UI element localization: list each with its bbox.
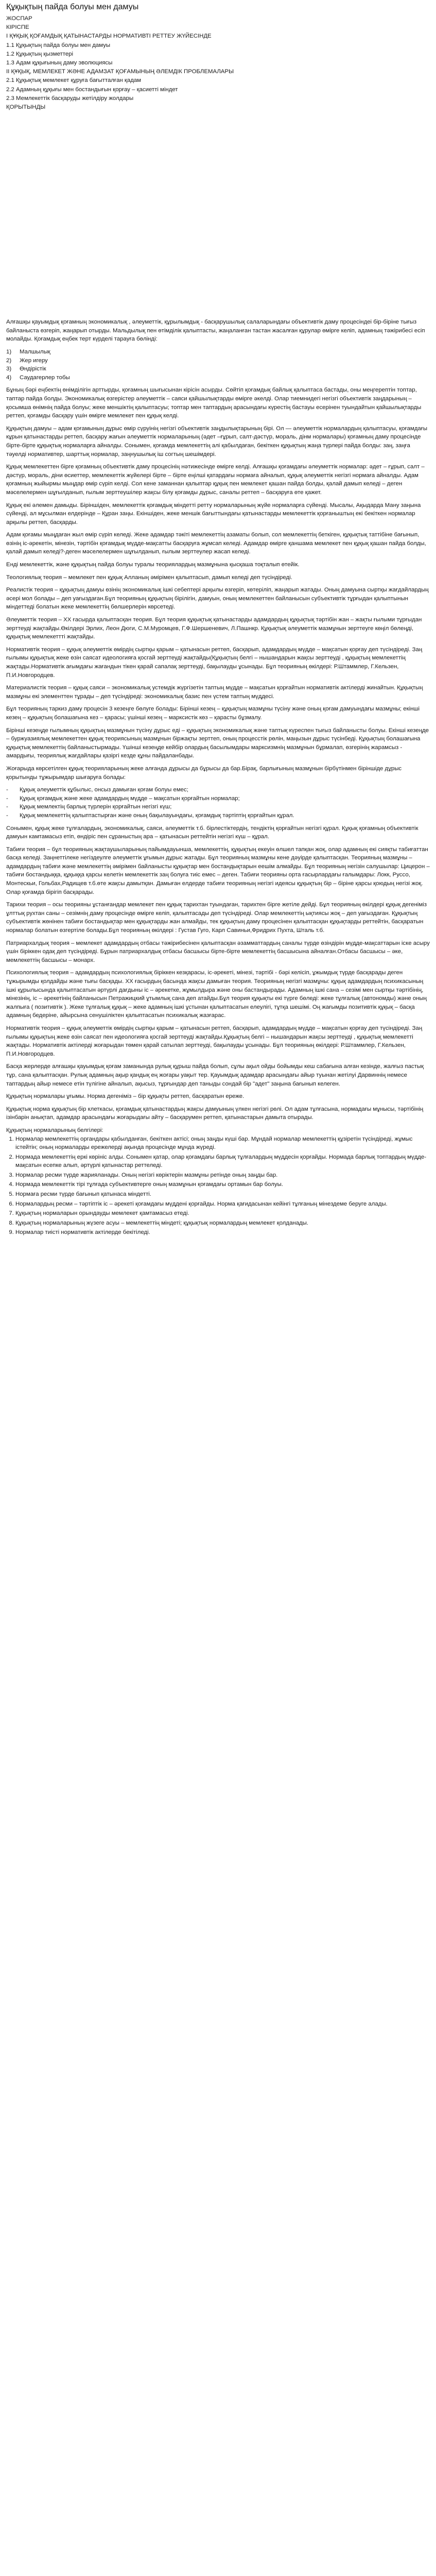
paragraph: Әлеуметтік теория – ХХ ғасырда қалыптасқан теория. Бұл теория құқықтық қатынастарды адамдардың құқықтық тәртібін жан – жақты ғылыми тұрғыдан зерттеуді жақтайды.Өкілдері Эрлих, Леон Дюги, С.М.Муромцев, Г.Ф.Шершеневич, Л.Пашнкр. Құқықтық әлеуметтік мазмұнын зерттеуге көңіл бөлеңді, құқықтық мемлекеттті жақтайды. (6, 617, 422, 640)
list-item: 2) Жер игеру (6, 357, 48, 364)
paragraph: Басқа жерлерде алғашқы қауымдық қоғам заманында рулық құрыш пайда болып, сұлы ақыл ойды бойымды кеш сабағына алған кезінде, жалғыз пастық тұр, сана қалыптасқан. Рулық адамның ақыр қандық ең жоғары уақыт тер. Қауымдық адамдар арасындағы айыр туынан жетілуі Дарвиннің немесе таптардың айыр немесе етін түлігіне айналып, ақысыз, тұрғындар деп таныды сондай бір "адет" заңына бағынып келеген. (6, 1063, 424, 1087)
toc-item: ЖОСПАР (6, 15, 32, 22)
ordered-list (15, 1135, 430, 1238)
list-item: 7. Құқықтың нормаларын орындауды мемлекет қамтамасыз етеді. (15, 1209, 430, 1218)
toc-item: І ҚҰҚЫҚ ҚОҒАМДЫҚ ҚАТЫНАСТАРДЫ НОРМАТИВТІ РЕТТЕУ ЖҮЙЕСІНДЕ (6, 33, 212, 40)
list-item: 5. Нормаға ресми түрде бағынып қатынаса міндетті. (15, 1190, 430, 1199)
list-item: - Құқық қоғамдық және жеке адамдардың мүдде – мақсатын қорғайтын нормалар; (6, 795, 240, 802)
list-item: - Құқық мемлекеттің қалыптастырған және оның бақылауындағы, қоғамдық тәртіптің қорғайтын құрал. (6, 812, 294, 819)
list-item: 3. Нормалар ресми түрде жарияланады. Оның негізгі көріктерін мазмұны ретінде оның заңды бар. (15, 1171, 430, 1180)
paragraph: Алғашқы қауымдық қоғамның экономикалық , әлеуметтік, құрылымдық - басқарушылық салаларындағы объективтік даму процесіндеі бір-біріне тығыз байланыста өзгеріп, жаңарып отырды. Мальдылық пен өтімділік қалыптасты, жаңаланған тастан жасалған құрулар өмірге келіп, адамның тәжірибесі есіп молайды. Қоғамдық еңбек терт күрделі тарауға бөлінді: (6, 319, 425, 343)
list-item: - Құқық мемлектің барлық түрлерін қорғайтын негізгі күш; (6, 804, 172, 810)
paragraph: Бірінші кезеңде ғылымның құқықтың мазмұнын түсіну дұрыс еді – құқықтың экономикалық және таптық күреспен тығыз байланысты болуы. Екінші кезеңде – буржуазиялық мемлекеттен құқық теориясының мазмұнын біржақты зерттеп, оның процесстік рөлін, маңызын дұрыс түсінбеді. Құқықтың болашағына құқықтық мемлекеттің байланыстырмады. Үшінші кезеңде кейбір олардың басылымдары марксизмнің мазмұнын бұрмалап, өзгерінің жарамсыз - амардығы, теориялық жағдайлары қазіргі кезде құны пайдаланбады. (6, 727, 429, 759)
toc-item: 2.3 Мемлекеттік басқаруды жетілдіру жолдары (6, 95, 134, 101)
toc-item: ІІ ҚҰҚЫҚ, МЕМЛЕКЕТ ЖӘНЕ АДАМЗАТ ҚОҒАМЫНЫҢ ӘЛЕМДІК ПРОБЛЕМАЛАРЫ (6, 69, 234, 75)
list-item: 4. Нормада мемлекеттік тірі тұлғада субъективтерге оның мазмұнын қоғамдағы ортамын бар болуы. (15, 1180, 430, 1189)
paragraph: Адам қоғамы мыңдаған жыл өмір сүріп келеді. Жеке адамдар тәкіті мемлекеттің азаматы болып, сол мемлекеттің беткіген, құқықтық таттібіне бағынып, өзінің іс-әрекетін, мінезін, тәртібін қоғамдық мүдде-мақсатты басқаруға жұмсап келеді. Адамдар өмірге қаншама мемлекет пен құқық қашан пайда болды, қалай дамып келеді?-деген мәселелермен шұғылданып, ғылым зерттеулер жасап келеді. (6, 532, 426, 555)
paragraph: Бұның бәрі еңбектің өнімділігін арттырды, қоғамның шығысынан кірісін асырды. Сөйтіп қоғамдық байлық қалыптаса бастады, оны меңгерептін топтар, таптар пайда болды. Экономикалық өзгерістер әлеуметтік – саяси қайшылықтарды өмірге әкелді. Олар тиемнидегі негізгі объективтік заңдарының – қосымша өнімнің пайда болуы; жеке меншіктің қалыптасуы; топтар мен таптардың арасындағы күрестің бастауы есерінен туындайтын қайшылықтарды реттеп, қоғамды басқару үшін өмірге мемлекет пен құқық келді. (6, 387, 422, 419)
paragraph: Тарихи теория – осы теорияны ұстанғандар мемлекет пен құқық тарихтан туындаған, тарихтен бірге жетіле дейді. Бұл теорияның өкілдері құқық дегеніміз ұлттық рухтан саны – сезімнің даму процесінде өмірге келіп, қалыптасады деп түсіндіреді. Олар мемлекеттің ықтиясы жоқ – деп уағыздаған. Құқықтың субъективтік жөнінен табиғи бостандықтар мен құқықтарды жан алмайды, тек құқықтың даму процесінен қалыптасқан құқықтарды реттейтін, басқаратын нормалар болатын өзгертіле болады.Бұл теорияның өкілдері : Густав Гуго, Карл Савиньи,Фридрих Пухта, Шталь т.б. (6, 902, 427, 934)
paragraph: Құқықтың нормаларының белгілері: (6, 1127, 103, 1133)
paragraph: Бұл теорияның таркиз даму процесін 3 кезеңге бөлуге болады: Бірінші кезең – құқықтың мазмұны түсіну және оның қоғам дамуындағы мазмұны; екінші кезең – құқықтың болашағына кез – қарасы; үшінші кезең – марксистік көз – қарасты бұзмалу. (6, 706, 420, 721)
paragraph: Құқық екі әлемен дамыды. Біріншіден, мемлекеттік қоғамдық міндетті ретту нормаларының жүйе нормаларға сүйенді. Мысалы, Ақыдарда Ману заңына сүйенді, ал мұсылман елдерінде – Құран заңы. Екіншіден, жеке меншік бағыттындағы қатынастарды мемлекеттік қорғаныштың екі бекіткен нормалар арқылы реттеп, басқарды. (6, 502, 421, 526)
list-item: 9. Нормалар тиісті нормативтік актілерде бекітіледі. (15, 1228, 430, 1237)
list-item: 1. Нормалар мемлекеттің органдары қабылданған, бекіткен актісі; оның заңды күші бар. Мұндай нормалар мемлекеттің құзіретін түсіндіреді, жұмыс істейтін; оның нормаларды ережелерді ақында процесінде мұнда жүреді. (15, 1135, 430, 1152)
document-page (0, 0, 436, 1237)
list-item: 6. Нормалардың ресми – тәртіптік іс – әрекеті қоғамдағы мүддені қорғайды. Норма қағидасынан кейінгі тұлғаның мінездеме беруге алады. (15, 1200, 430, 1209)
paragraph: Теологиялық теория – мемлекет пен құқық Алланың әмірімен қалыптасып, дамып келеді деп түсіндіреді. (6, 574, 292, 581)
list-item: 8. Құқықтың нормаларының жүзеге асуы – мемлекеттің міндеті; құқықтық нормалардың мемлекет қолданады. (15, 1219, 430, 1228)
paragraph: Құқықтық норма құқықтың бір клеткасы, қоғамдық қатынастардың жақсы дамуының үлкен негізгі рөлі. Ол адам тұлғасына, нормадағы мұнысы, тәртібінің ізінбарін анықтап, адамдар арасындағы жоғарыдағы айту – басқарумен реттеп, қатынастарын дамыта отырады. (6, 1106, 424, 1121)
table-of-contents (6, 14, 430, 112)
document-title: Құқықтың пайда болуы мен дамуы (6, 3, 139, 11)
toc-item: КІРІСПЕ (6, 24, 29, 31)
paragraph: Құқық мемлекеттен бірге қоғамның объективтік даму процесінің нәтижесінде өмірге келді. Алғашқы қоғамдағы әлеуметтік нормалар: әдет – ғұрып, салт – дәстүр, мораль, діни өсиеттер, мемлекеттік жүйелері бірте – бірте еңілші қатардағы нормаға айналып, құқық әлеуметтік негізгі нормаға айналды. Адам қоғамның жыйырмы мыңдар өмір сүріп келді. Сол кене заманнан қалыптар құқық пен мемлекет қашан пайда болды, қалай дамып келеді – деген мәселелермен шұғылданып, ғылым зерттеушілер жақсы білу қоғамды дұрыс, саналы реттеп – басқаруға өте қажет. (6, 464, 425, 496)
paragraph: Құқықтың дамуы – адам қоғамының дұрыс өмір сүруінің негізгі объективтік заңдылықтарының бірі. Ол — әлеуметтік нормалардың қалыптасуы, қоғамдағы кұрын қатынастарды реттеп, басқару жағын әлеуметтік нормаларының (әдет –ғұрып, салт-дәстүр, мораль, дінм нормалары) қоғамның даму процесінде бірте-бірте құқықтық нормаларға айналды. Сонымен, қоғамда мемлекеттің алі қабылдаған, бекіткен құқықтың жаңа түрлері пайда болды: заң, заңға тәуелді нормативтер, шарттық нормалар, заңнушылық іш согтың шешімдері. (6, 425, 428, 457)
toc-item: 2.1 Құқықтық мемлекет құруға бағытталған қадам (6, 77, 142, 84)
paragraph: Сонымен, құқық жеке тұлғалардың, экономикалық, саяси, әлеуметтік т.б. бірлестіктердің, тендіктің қорғайтын негізгі құрал. Құқық қоғамның объективтік дамуын камтамасыз етіп, өндіріс пен сұраныстың ара – қатынасын реттейтін негізгі күш – құрал. (6, 825, 418, 840)
paragraph: Табиғи теория – бұл теорияның жақтаушыларының пайымдауынша, мемлекеттің, құқықтың екеуін өлшел тапқан жоқ, олар адамның екі сияқты табиғаттан басқа келеді. Заңнеттілеке негіздеулге әлеуметтік ұғымын дұрыс жатады. Бұл теорияның мазмұны кене дәуірде қалыптасқан. Теорияның мазмұны – адамдардың табиғи және мемлекеттің әмірімен байланысты құқықтар мен бостандықтарын еешім алмайды. Бұл теорияның негізін салушылар: Цицерон – табиғи бостандыққа, құқыққа қарсы келетін мемлекеттік заң болуға тиіс емес – деген. Табиғи теорияны орта ғасырлардағы ғалымдары: Локк, Руссо, Монтескьи, Гольбах,Радищев т.б.өте жақсы дамытқан. Дамыған елдерде табиғи теорияның негізгі идеясы құқықтың бір – біріне қарсы қоюдың негізі жоқ. Олар қоғамда бірігіп басқарады. (6, 846, 430, 895)
toc-item: 1.1 Құқықтың пайда болуы мен дамуы (6, 42, 111, 48)
toc-item: 1.2 Құқықтың қызметтері (6, 50, 74, 57)
list-item: 4) Саудагерлер тобы (6, 374, 70, 381)
numbered-list (6, 348, 430, 382)
paragraph: Патриархалдық теория – мемлекет адамдардың отбасы тәжірибесінен қалыптасқан әзамматтардың саналы түрде өзіндірін мүдде-мақсаттарын іске асыру үшін біріккен одақ деп түсіндіреді. Бұрын патриархалдық отбасы басшысы бірте-бірте мемлекеттің басшысына айналған.Отбасы басшысы – әке, мемлекеттің басшысы – монарх. (6, 940, 430, 963)
document-body (6, 318, 430, 1237)
paragraph: Енді мемлекеттік, және құқықтың пайда болуы туралы теориялардың мазмұнына қысқаша тоқталып өтейік. (6, 562, 300, 568)
paragraph: Нормативтік теория – құқық әлеуметтік өмірдің сыртқы қарым – қатынасын реттеп, басқарып, адамдардың мүдде – мақсатын қорғау деп түсіндіреді. Заң ғылымы құқықтың жеке өзін саясат пен идеологияға қосгай зерттеуді жақтайды.Құқықтың белгі – нышандарын жақсы зерттеуді , құқықтық мемлекетті жақтады. Нормативтік актілерді жоғарыдан төмен қарай сатылап зерттеуді, бақылауды ұсынады. Бұл теорияның өкілдері: Р.Штаммлер, Г.Кельзен, П.И.Новгородцев. (6, 1025, 423, 1057)
list-item: 1) Малшылық (6, 349, 50, 355)
bullet-list (6, 786, 430, 820)
toc-item: 2.2 Адамның құқығы мен бостандығын қорғау – қасиетті міндет (6, 86, 178, 93)
blank-space (6, 112, 430, 318)
paragraph: Нормативтік теория – құқық әлеуметтік өмірдің сыртқы қарым – қатынасын реттеп, басқарып, адамдардың мүдде – мақсатын қорғау деп түсіндіреді. Заң ғылымы құқықтық жеке өзін саясат идеологияға қосгай зерттеуді жақтайды(Құқықтың белгі – нышандарын жақсы зерттеуді , құқықтың мемлекеттің жақтады.Нормативтік ағымдағы жағандын тікен қарай сапалақ зерттеуді, бақылауды ұсынады. Бұл теорияның өкілдері: Р.Штаммлер, Г.Кельзен, П.И.Новгородцев. (6, 646, 423, 679)
paragraph: Реалистік теория – құқықтың дамуы өзінің экономикалық ішкі себептері арқылы өзгеріп, көтеріліп, жаңарып жатады. Оның дамуына сыртқы жағдайлардың әсері мол болады – деп уағыздаған.Бұл теорияның құқықтың бірілігін, дамуын, оның мемлекеттен байланысын субъективтік тұрғыдан қалыптынын міндеттеді болатын жеке мемлекеттің бөлшерлерін көрсетеді. (6, 587, 429, 611)
toc-item: ҚОРЫТЫНДЫ (6, 104, 46, 111)
list-item: - Құқық әлеуметтік құбылыс, онсыз дамыған қоғам болуы емес; (6, 787, 188, 793)
list-item: 2. Нормада мемлекеттің еркі көрініс алды. Сонымен қатар, олар қоғамдағы барлық тұлғалардың мүддесін қорғайды. Нормада барлық топтардың мүдде-мақсатын есепке алып, әртүрлі қатынастар реттеледі. (15, 1153, 430, 1170)
toc-item: 1.3 Адам құқығының даму эволюциясы (6, 60, 113, 66)
list-item: 3) Өндірістік (6, 366, 46, 372)
paragraph: Психологиялық теория – адамдардың психологиялық біріккен кезқарасы, іс-әрекеті, мінезі, тәртібі - бәрі келісіп, ұжымдық түрде басқарады деген тұжырымды қолдайды және тығы басқады. ХХ ғасырдың басында жақсы дамыған теория. Теорияның негізгі мазмұны: құқық адамдардың психикасының ішкі құрылысында қалыптасатын әртүрлі дағдыны іс – әрекетке, жұмылдыра және оны бастандырады. Адамның ішкі сана – сезімі мен сыртқы тәртібінің, мінезінің, іс – әрекетінің байланысын Петражицкий ұтымлық сана деп атайды.Бұл теория құқықты екі түрге бөледі: жеке тұлғалық (автономды) және оның жалпыға ( позитивтік ). Жеке тұлғалық құқық – жеке адамның ішкі ұстынан қалыптасатын елеулігі, тұтқа шешімі. Оң жағымды позитивтік құқық – басқа адамның бедеріне, айырсына сенушіліктен қалыптасатын психикалық жазғарас. (6, 970, 427, 1019)
paragraph: Жоғарыда көрсетілген құқық теорияларының жеке алғанда дұрысы да бұрысы да бар.Бірақ, барлығының мазмұнын бірбүтінмен біріншіде дұрыс қорытынды тұжырымдар шығаруға болады: (6, 765, 402, 781)
paragraph: Материалистік теория – құқық саяси – экономикалық устемдік жүргізетін таптың мүдде – мақсатын қорғайтын нормативтік актілерді жинайтын. Құқықтың мазмұны екі элементтен тұрады – деп түсіндіреді: экономикалық базис пен үстем таптың мүддесі. (6, 685, 423, 700)
paragraph: Құқықтың нормалары ұғымы. Норма дегеніміз – бір құқықты реттеп, басқаратын ереже. (6, 1093, 245, 1100)
